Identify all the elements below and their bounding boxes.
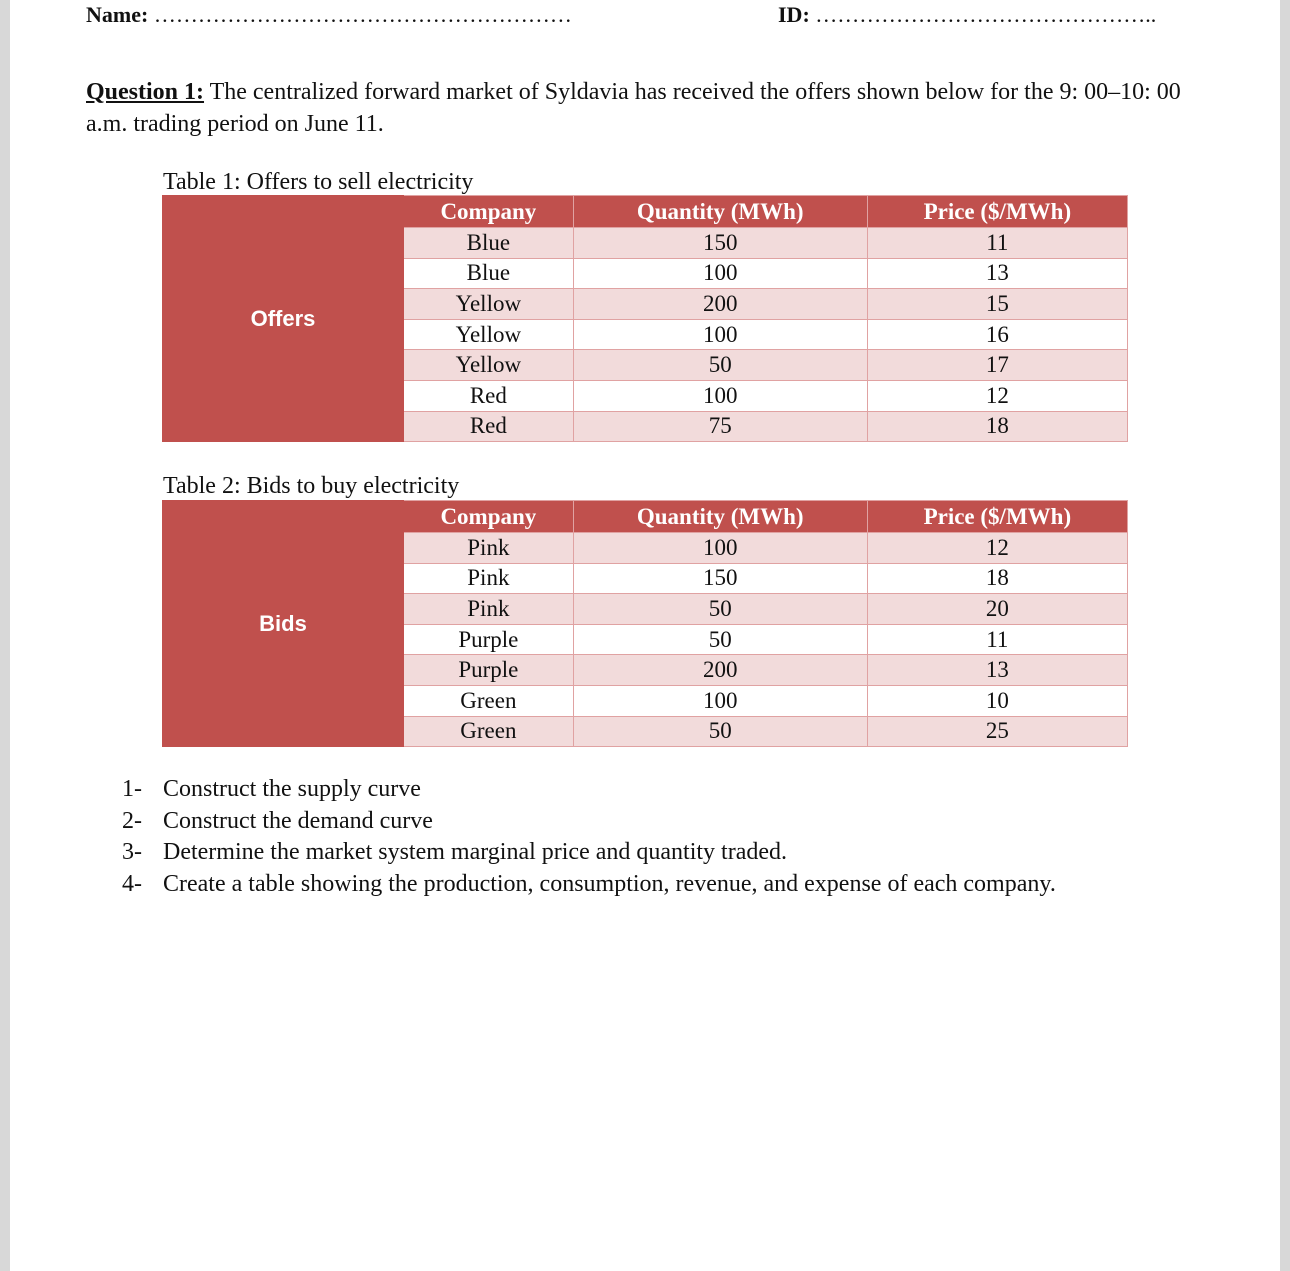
task-text: Construct the demand curve xyxy=(163,807,433,834)
table-cell: 18 xyxy=(867,411,1127,442)
table-cell: 100 xyxy=(573,380,867,411)
table-cell: Red xyxy=(404,411,574,442)
bids-table xyxy=(162,500,1128,747)
table-cell: 11 xyxy=(867,624,1127,655)
table-cell: 11 xyxy=(867,228,1127,259)
name-label: Name: xyxy=(86,2,149,27)
column-header: Company xyxy=(404,196,574,228)
table-cell: Pink xyxy=(404,594,574,625)
table-cell: Green xyxy=(404,685,574,716)
table-cell: 50 xyxy=(573,624,867,655)
table-cell: 200 xyxy=(573,289,867,320)
table-cell: Purple xyxy=(404,655,574,686)
table-cell: Yellow xyxy=(404,289,574,320)
bids-table-caption: Table 2: Bids to buy electricity xyxy=(163,473,460,499)
table-cell: Blue xyxy=(404,228,574,259)
table-cell: 18 xyxy=(867,563,1127,594)
column-header: Price ($/MWh) xyxy=(867,501,1127,533)
table-cell: Pink xyxy=(404,563,574,594)
task-item xyxy=(122,806,1056,838)
table-cell: 50 xyxy=(573,350,867,381)
table-cell: 17 xyxy=(867,350,1127,381)
task-item xyxy=(122,869,1056,901)
table-side-label: Offers xyxy=(163,196,404,442)
table-cell: 150 xyxy=(573,563,867,594)
task-item xyxy=(122,774,1056,806)
table-cell: Purple xyxy=(404,624,574,655)
table-cell: 50 xyxy=(573,716,867,747)
question-paragraph xyxy=(86,76,1216,140)
table-cell: 13 xyxy=(867,258,1127,289)
question-text: The centralized forward market of Syldavia has received the offers shown below for the 9: 00–10: 00 a.m. trading period on June 11. xyxy=(86,79,1181,137)
offers-table-caption: Table 1: Offers to sell electricity xyxy=(163,169,474,195)
table-cell: 75 xyxy=(573,411,867,442)
offers-table xyxy=(162,195,1128,442)
column-header: Quantity (MWh) xyxy=(573,196,867,228)
table-side-label: Bids xyxy=(163,501,404,747)
table-cell: 12 xyxy=(867,533,1127,564)
table-cell: 100 xyxy=(573,319,867,350)
table-cell: 15 xyxy=(867,289,1127,320)
table-header-row xyxy=(163,196,1128,228)
task-number: 2- xyxy=(122,807,142,834)
table-cell: Yellow xyxy=(404,319,574,350)
table-cell: 200 xyxy=(573,655,867,686)
task-text: Construct the supply curve xyxy=(163,776,421,802)
table-cell: 16 xyxy=(867,319,1127,350)
table-header-row xyxy=(163,501,1128,533)
task-number: 3- xyxy=(122,839,142,866)
column-header: Company xyxy=(404,501,574,533)
id-field xyxy=(778,2,1156,28)
table-cell: 12 xyxy=(867,380,1127,411)
task-list xyxy=(122,774,1056,901)
table-cell: Green xyxy=(404,716,574,747)
table-cell: 13 xyxy=(867,655,1127,686)
table-cell: 100 xyxy=(573,533,867,564)
name-dots: ………………………………………………… xyxy=(153,2,572,27)
table-cell: 20 xyxy=(867,594,1127,625)
column-header: Price ($/MWh) xyxy=(867,196,1127,228)
table-cell: 150 xyxy=(573,228,867,259)
question-label: Question 1: xyxy=(86,79,205,105)
table-cell: 100 xyxy=(573,685,867,716)
id-dots: ……………………………………….. xyxy=(815,2,1157,27)
document-page xyxy=(10,0,1280,1271)
table-cell: Pink xyxy=(404,533,574,564)
table-cell: Yellow xyxy=(404,350,574,381)
task-number: 4- xyxy=(122,871,142,898)
table-cell: 50 xyxy=(573,594,867,625)
task-number: 1- xyxy=(122,776,142,802)
name-field xyxy=(86,2,572,28)
table-cell: 10 xyxy=(867,685,1127,716)
table-cell: Red xyxy=(404,380,574,411)
id-label: ID: xyxy=(778,2,810,27)
table-cell: Blue xyxy=(404,258,574,289)
column-header: Quantity (MWh) xyxy=(573,501,867,533)
task-text: Create a table showing the production, consumption, revenue, and expense of each company. xyxy=(163,871,1056,898)
task-text: Determine the market system marginal price and quantity traded. xyxy=(163,839,788,866)
table-cell: 100 xyxy=(573,258,867,289)
task-item xyxy=(122,837,1056,869)
table-cell: 25 xyxy=(867,716,1127,747)
